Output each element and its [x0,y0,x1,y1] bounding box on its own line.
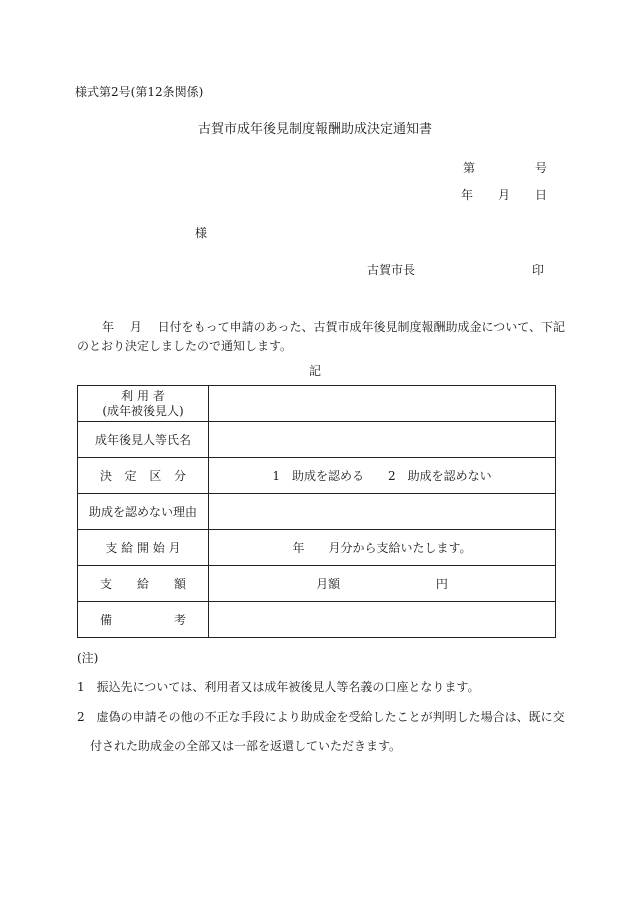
issue-number-prefix: 第 [463,161,476,175]
payment-start-value: 年 月分から支給いたします。 [209,530,556,566]
note-1: 1 振込先については、利用者又は成年被後見人等名義の口座となります。 [77,680,480,694]
table-row [78,494,556,530]
user-label-main: 利 用 者 [121,388,165,403]
date-year: 年 [461,188,474,202]
label-char: 備 [100,613,113,627]
decision-category-label [78,458,209,494]
notice-body-line-2: のとおり決定しましたので通知します。 [77,339,293,353]
date-month: 月 [498,188,511,202]
recipient-honorific: 様 [195,226,208,240]
monthly-amount-label: 月額 [316,577,341,591]
table-row [78,422,556,458]
user-value [209,386,556,422]
label-char: 支 [100,577,113,591]
ki-heading: 記 [308,364,321,378]
notes-heading: (注) [77,651,99,665]
guardian-name-value [209,422,556,458]
issuer-mayor: 古賀市長 [367,263,416,277]
rejection-reason-label: 助成を認めない理由 [78,494,209,530]
label-char: 分 [173,469,186,483]
note-2-line-1: 2 虚偽の申請その他の不正な手段により助成金を受給したことが判明した場合は、既に交 [77,710,565,724]
date-day: 日 [535,188,548,202]
table-row [78,530,556,566]
table-row [78,386,556,422]
form-number: 様式第2号(第12条関係) [75,85,204,99]
label-char: 給 [136,577,149,591]
note-2-line-2: 付された助成金の全部又は一部を返還していただきます。 [90,739,402,753]
payment-amount-label [78,566,209,602]
payment-start-label: 支 給 開 始 月 [78,530,209,566]
user-label [78,386,209,422]
decision-category-value: 1 助成を認める 2 助成を認めない [209,458,556,494]
issue-number-suffix: 号 [535,161,548,175]
table-row [78,566,556,602]
label-char: 区 [149,469,162,483]
remarks-label [78,602,209,638]
remarks-value [209,602,556,638]
label-char: 定 [124,469,137,483]
yen-unit: 円 [435,577,448,591]
seal-mark: 印 [532,263,545,277]
table-row [78,602,556,638]
label-char: 考 [173,613,186,627]
decision-table [77,385,556,638]
document-title: 古賀市成年後見制度報酬助成決定通知書 [197,122,432,137]
table-row [78,458,556,494]
label-char: 額 [173,577,186,591]
label-char: 決 [100,469,113,483]
payment-amount-value [209,566,556,602]
notice-body-line-1: 年 月 日付をもって申請のあった、古賀市成年後見制度報酬助成金について、下記 [102,320,566,334]
rejection-reason-value [209,494,556,530]
guardian-name-label: 成年後見人等氏名 [78,422,209,458]
user-label-sub: (成年被後見人) [102,403,184,418]
